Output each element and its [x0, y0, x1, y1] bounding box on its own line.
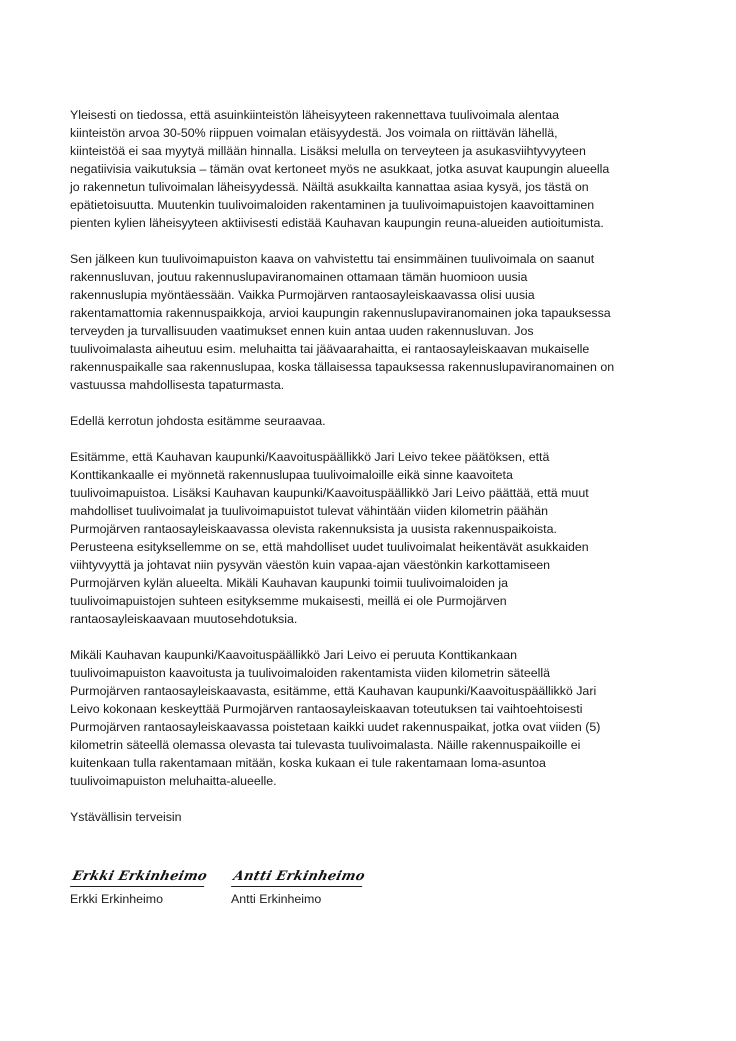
text-line: Perusteena esityksellemme on se, että mahdolliset uudet tuulivoimalat heikentävät asukkaiden: [70, 540, 589, 554]
text-line: tuulivoimapuistoa. Lisäksi Kauhavan kaupunki/Kaavoituspäällikkö Jari Leivo päättää, että muut: [70, 486, 589, 500]
paragraph-transition: [70, 412, 670, 430]
text-line: Purmojärven rantaosayleiskaavassa olevista rakennuksista ja uusista rakennuspaikoista.: [70, 522, 557, 536]
paragraph-alternative-proposal: [70, 646, 670, 790]
text-line: kiinteistöä ei saa myytyä millään hinnalla. Lisäksi melulla on terveyteen ja asukasviihtyvyyteen: [70, 144, 586, 158]
text-line: epätietoisuutta. Muutenkin tuulivoimaloiden rakentaminen ja tuulivoimapuistojen kaavoittaminen: [70, 198, 595, 212]
text-line: vastuussa mahdollisesta tapaturmasta.: [70, 378, 285, 392]
text-line: Edellä kerrotun johdosta esitämme seuraavaa.: [70, 414, 326, 428]
text-line: Mikäli Kauhavan kaupunki/Kaavoituspäällikkö Jari Leivo ei peruuta Konttikankaan: [70, 648, 518, 662]
text-line: tuulivoimapuiston meluhaitta-alueelle.: [70, 774, 277, 788]
text-line: Yleisesti on tiedossa, että asuinkiinteistön läheisyyteen rakennettava tuulivoimala alentaa: [70, 108, 560, 122]
handwritten-signature: Antti Erkinheimo: [231, 868, 367, 887]
text-line: Purmojärven rantaosayleiskaavassa poistetaan kaikki uudet rakennuspaikat, jotka ovat viiden (5): [70, 720, 601, 734]
text-line: terveyden ja turvallisuuden vaatimukset ennen kuin antaa uuden rakennusluvan. Jos: [70, 324, 534, 338]
text-line: Leivo kokonaan keskeyttää Purmojärven rantaosayleiskaavan toteutuksen tai vaihtoehtoisesti: [70, 702, 583, 716]
text-line: mahdolliset tuulivoimalat ja tuulivoimapuistot tulevat vähintään viiden kilometrin päähän: [70, 504, 548, 518]
text-line: tuulivoimapuistojen suhteen esityksemme mukaisesti, meillä ei ole Purmojärven: [70, 594, 507, 608]
text-line: Purmojärven rantaosayleiskaavasta, esitämme, että Kauhavan kaupunki/Kaavoituspäällikkö Jari: [70, 684, 597, 698]
text-line: kiinteistön arvoa 30-50% riippuen voimalan etäisyydestä. Jos voimala on riittävän lähellä,: [70, 126, 558, 140]
text-line: kuitenkaan tulla rakentamaan mitään, koska kukaan ei tule rakentamaan loma-asuntoa: [70, 756, 546, 770]
signer-name: Antti Erkinheimo: [231, 892, 322, 906]
text-line: pienten kylien läheisyyteen aktiivisesti edistää Kauhavan kaupungin reuna-alueiden autioitumista.: [70, 216, 604, 230]
closing-salutation: Ystävällisin terveisin: [70, 810, 182, 824]
text-line: rakentamattomia rakennuspaikkoja, arvioi kaupungin rakennuslupaviranomainen joka tapauksessa: [70, 306, 611, 320]
letter-body: [70, 106, 670, 844]
paragraph-property-value: [70, 106, 670, 232]
text-line: rakennusluvan, joutuu rakennuslupaviranomainen ottamaan tämän huomioon uusia: [70, 270, 528, 284]
paragraph-building-permits: [70, 250, 670, 394]
text-line: Sen jälkeen kun tuulivoimapuiston kaava on vahvistettu tai ensimmäinen tuulivoimala on saanut: [70, 252, 595, 266]
signer-block: [70, 868, 209, 908]
text-line: jo rakennetun tulivoimalan läheisyydessä. Näiltä asukkailta kannattaa asiaa kysyä, jos tästä on: [70, 180, 589, 194]
text-line: rantaosayleiskaavaan muutosehdotuksia.: [70, 612, 298, 626]
signer-name: Erkki Erkinheimo: [70, 892, 163, 906]
text-line: tuulivoimapuiston kaavoitusta ja tuulivoimaloiden rakentamista viiden kilometrin säteellä: [70, 666, 551, 680]
text-line: kilometrin säteellä olemassa olevasta tai tulevasta tuulivoimalasta. Näille rakennuspaikoille ei: [70, 738, 581, 752]
text-line: Purmojärven kylän alueelta. Mikäli Kauhavan kaupunki toimii tuulivoimaloiden ja: [70, 576, 509, 590]
text-line: Konttikankaalle ei myönnetä rakennuslupaa tuulivoimaloille eikä sinne kaavoiteta: [70, 468, 513, 482]
handwritten-signature: Erkki Erkinheimo: [70, 868, 209, 887]
signature-area: [70, 868, 670, 913]
text-line: tuulivoimalasta aiheutuu esim. meluhaitta tai jäävaarahaitta, ei rantaosayleiskaavan mukaiselle: [70, 342, 590, 356]
text-line: negatiivisia vaikutuksia – tämän ovat kertoneet myös ne asukkaat, jotka asuvat kaupungin alueella: [70, 162, 610, 176]
text-line: viihtyvyyttä ja johtavat niin pysyvän väestön kuin vapaa-ajan väestönkin karkottamiseen: [70, 558, 551, 572]
paragraph-proposal: [70, 448, 670, 628]
text-line: Esitämme, että Kauhavan kaupunki/Kaavoituspäällikkö Jari Leivo tekee päätöksen, että: [70, 450, 550, 464]
text-line: rakennuslupia myöntäessään. Vaikka Purmojärven rantaosayleiskaavassa olisi uusia: [70, 288, 535, 302]
signer-block: [231, 868, 367, 908]
text-line: rakennuspaikalle saa rakennuslupaa, koska tällaisessa tapauksessa rakennuslupaviranomainen on: [70, 360, 615, 374]
